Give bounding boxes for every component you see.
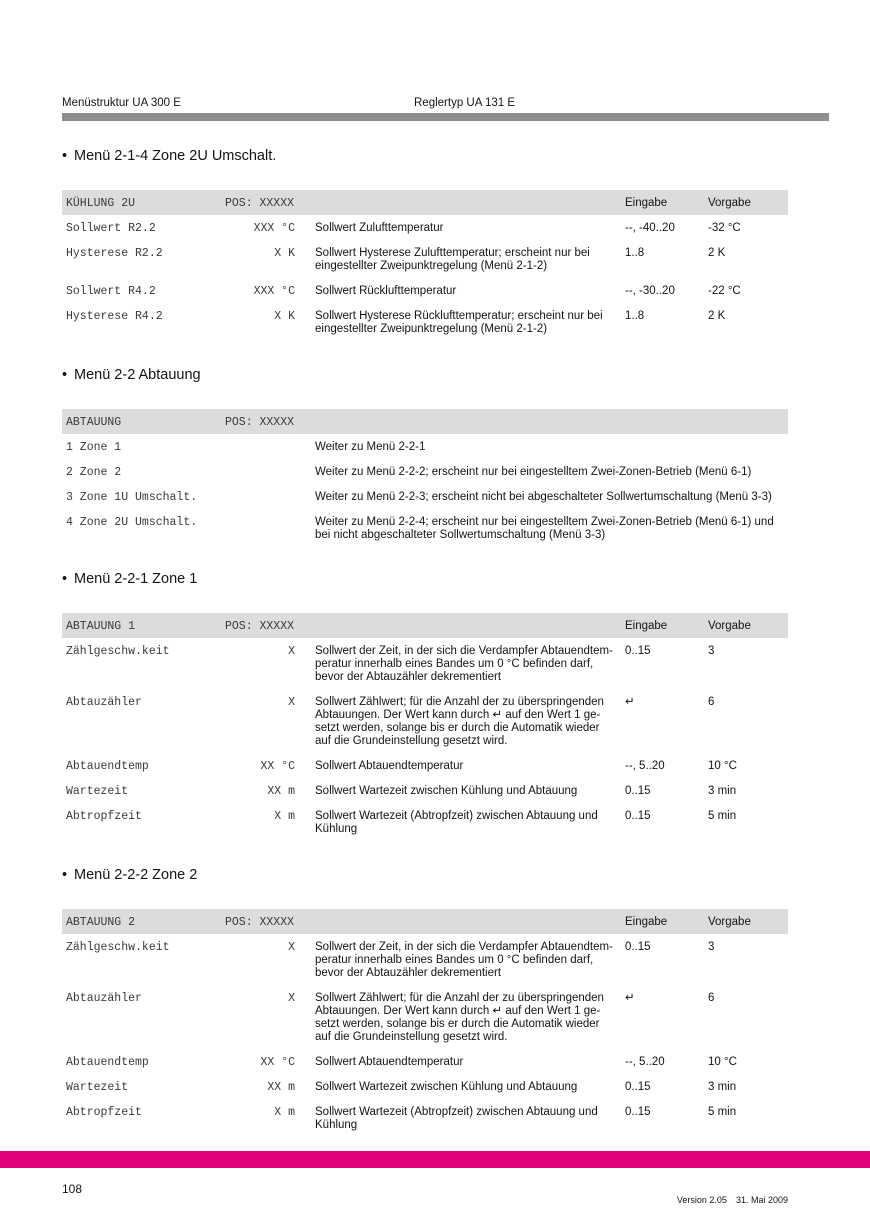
input-range: ↵ (625, 992, 635, 1004)
parameter-name: 1 Zone 1 (66, 441, 122, 454)
bullet-icon: • (62, 148, 68, 164)
parameter-description: Sollwert Abtauendtemperatur (315, 760, 464, 772)
section-title: Menü 2-2 Abtauung (74, 367, 201, 383)
default-value: 3 (708, 645, 715, 657)
parameter-name: Abtauendtemp (66, 1056, 149, 1069)
parameter-description: Sollwert Zählwert; für die Anzahl der zu überspringenden Abtauungen. Der Wert kann durch ↵ auf den Wert 1 ge- setzt werden, solange bis er durch die Automatik wieder auf die Grundeinstellung gesetzt wird. (315, 696, 604, 747)
parameter-name: 3 Zone 1U Umschalt. (66, 491, 198, 504)
parameter-description: Sollwert der Zeit, in der sich die Verdampfer Abtauendtem- peratur innerhalb eines Bandes um 0 °C befinden darf, bevor der Abtauzähler dekrementiert (315, 941, 613, 979)
table-row (62, 1074, 788, 1099)
input-range: 0..15 (625, 810, 651, 822)
input-range: 0..15 (625, 1106, 651, 1118)
parameter-description: Sollwert der Zeit, in der sich die Verdampfer Abtauendtem- peratur innerhalb eines Bandes um 0 °C befinden darf, bevor der Abtauzähler dekrementiert (315, 645, 613, 683)
table-row (62, 985, 788, 1049)
default-value: 3 (708, 941, 715, 953)
parameter-description: Sollwert Wartezeit zwischen Kühlung und Abtauung (315, 785, 578, 797)
parameter-name: Abtropfzeit (66, 810, 142, 823)
parameter-unit: X m (274, 810, 295, 823)
parameter-description: Weiter zu Menü 2-2-3; erscheint nicht bei abgeschalteter Sollwertumschaltung (Menü 3-3) (315, 491, 772, 503)
table-row (62, 303, 788, 341)
table-row (62, 778, 788, 803)
parameter-description: Weiter zu Menü 2-2-4; erscheint nur bei eingestelltem Zwei-Zonen-Betrieb (Menü 6-1) und bei nicht abgeschalteter Sollwertumschaltung (Menü 3-3) (315, 516, 774, 541)
parameter-description: Sollwert Hysterese Zulufttemperatur; erscheint nur bei eingestellter Zweipunktregelung (Menü 2-1-2) (315, 247, 590, 272)
section-menu-2-2-2 (62, 866, 788, 1137)
parameter-description: Sollwert Zulufttemperatur (315, 222, 444, 234)
input-range: --, -40..20 (625, 222, 675, 234)
parameter-name: 4 Zone 2U Umschalt. (66, 516, 198, 529)
parameter-unit: XX m (267, 1081, 295, 1094)
parameter-unit: XX °C (260, 1056, 295, 1069)
default-value: 10 °C (708, 1056, 737, 1068)
menu-title: ABTAUUNG 1 (66, 620, 136, 633)
table-row (62, 689, 788, 753)
controller-type: Reglertyp UA 131 E (414, 97, 516, 109)
footer-accent-bar (0, 1151, 870, 1168)
section-heading (62, 866, 788, 884)
parameter-name: Zählgeschw.keit (66, 941, 170, 954)
bullet-icon: • (62, 867, 68, 883)
parameter-unit: X K (274, 310, 295, 323)
table-header-row (62, 409, 788, 434)
section-heading (62, 147, 788, 165)
section-title: Menü 2-1-4 Zone 2U Umschalt. (74, 148, 277, 164)
parameter-description: Sollwert Wartezeit zwischen Kühlung und Abtauung (315, 1081, 578, 1093)
table-row (62, 1099, 788, 1137)
table-header-row (62, 190, 788, 215)
column-header-vorgabe: Vorgabe (708, 916, 751, 928)
section-heading (62, 366, 788, 384)
column-header-eingabe: Eingabe (625, 916, 668, 928)
section-title: Menü 2-2-1 Zone 1 (74, 571, 198, 587)
input-range: --, 5..20 (625, 1056, 665, 1068)
table-row (62, 484, 788, 509)
parameter-name: Abtauzähler (66, 992, 142, 1005)
section-menu-2-2 (62, 366, 788, 547)
default-value: 5 min (708, 810, 737, 822)
parameter-name: Abtauzähler (66, 696, 142, 709)
version-info (672, 1182, 788, 1206)
parameter-name: Wartezeit (66, 1081, 129, 1094)
parameter-table (62, 613, 788, 841)
table-row (62, 459, 788, 484)
parameter-table (62, 190, 788, 341)
parameter-unit: X m (274, 1106, 295, 1119)
parameter-name: Zählgeschw.keit (66, 645, 170, 658)
section-title: Menü 2-2-2 Zone 2 (74, 867, 198, 883)
default-value: 10 °C (708, 760, 737, 772)
parameter-description: Sollwert Abtauendtemperatur (315, 1056, 464, 1068)
parameter-unit: X (288, 645, 295, 658)
position-label: POS: XXXXX (225, 197, 295, 210)
default-value: 3 min (708, 785, 737, 797)
input-range: 0..15 (625, 785, 651, 797)
parameter-unit: XXX °C (253, 222, 295, 235)
table-row (62, 934, 788, 985)
default-value: -32 °C (708, 222, 741, 234)
default-value: 6 (708, 992, 715, 1004)
page-header (62, 96, 828, 110)
column-header-eingabe: Eingabe (625, 197, 668, 209)
table-row (62, 638, 788, 689)
parameter-description: Sollwert Rücklufttemperatur (315, 285, 457, 297)
input-range: 1..8 (625, 247, 645, 259)
table-row (62, 753, 788, 778)
table-row (62, 1049, 788, 1074)
section-heading (62, 570, 788, 588)
position-label: POS: XXXXX (225, 916, 295, 929)
parameter-name: Sollwert R4.2 (66, 285, 156, 298)
parameter-name: Sollwert R2.2 (66, 222, 156, 235)
bullet-icon: • (62, 367, 68, 383)
parameter-description: Sollwert Hysterese Rücklufttemperatur; erscheint nur bei eingestellter Zweipunktregelung (Menü 2-1-2) (315, 310, 603, 335)
parameter-unit: XX °C (260, 760, 295, 773)
menu-title: ABTAUUNG (66, 416, 122, 429)
page-number: 108 (62, 1182, 83, 1196)
input-range: 0..15 (625, 645, 651, 657)
default-value: 6 (708, 696, 715, 708)
version-label: Version 2.05 (676, 1195, 727, 1205)
default-value: 2 K (708, 310, 726, 322)
parameter-unit: X (288, 992, 295, 1005)
section-menu-2-2-1 (62, 570, 788, 841)
submenu-table (62, 409, 788, 547)
parameter-description: Sollwert Wartezeit (Abtropfzeit) zwischen Abtauung und Kühlung (315, 810, 598, 835)
parameter-name: Hysterese R4.2 (66, 310, 163, 323)
input-range: --, 5..20 (625, 760, 665, 772)
table-row (62, 509, 788, 547)
input-range: ↵ (625, 696, 635, 708)
parameter-name: Hysterese R2.2 (66, 247, 163, 260)
parameter-name: Abtropfzeit (66, 1106, 142, 1119)
table-row (62, 278, 788, 303)
table-row (62, 215, 788, 240)
input-range: 0..15 (625, 941, 651, 953)
bullet-icon: • (62, 571, 68, 587)
table-row (62, 240, 788, 278)
column-header-vorgabe: Vorgabe (708, 620, 751, 632)
column-header-vorgabe: Vorgabe (708, 197, 751, 209)
input-range: --, -30..20 (625, 285, 675, 297)
position-label: POS: XXXXX (225, 416, 295, 429)
parameter-description: Sollwert Wartezeit (Abtropfzeit) zwischen Abtauung und Kühlung (315, 1106, 598, 1131)
parameter-table (62, 909, 788, 1137)
table-header-row (62, 613, 788, 638)
section-menu-2-1-4 (62, 147, 788, 341)
default-value: -22 °C (708, 285, 741, 297)
table-header-row (62, 909, 788, 934)
document-title: Menüstruktur UA 300 E (62, 97, 181, 109)
parameter-unit: X (288, 696, 295, 709)
position-label: POS: XXXXX (225, 620, 295, 633)
parameter-description: Weiter zu Menü 2-2-2; erscheint nur bei eingestelltem Zwei-Zonen-Betrieb (Menü 6-1) (315, 466, 752, 478)
table-row (62, 434, 788, 459)
default-value: 3 min (708, 1081, 737, 1093)
input-range: 1..8 (625, 310, 645, 322)
parameter-unit: XXX °C (253, 285, 295, 298)
parameter-description: Weiter zu Menü 2-2-1 (315, 441, 426, 453)
menu-title: KÜHLUNG 2U (66, 197, 136, 210)
release-date: 31. Mai 2009 (735, 1195, 788, 1205)
parameter-description: Sollwert Zählwert; für die Anzahl der zu überspringenden Abtauungen. Der Wert kann durch ↵ auf den Wert 1 ge- setzt werden, solange bis er durch die Automatik wieder auf die Grundeinstellung gesetzt wird. (315, 992, 604, 1043)
default-value: 2 K (708, 247, 726, 259)
parameter-name: Abtauendtemp (66, 760, 149, 773)
default-value: 5 min (708, 1106, 737, 1118)
header-divider-bar (62, 113, 829, 121)
parameter-unit: XX m (267, 785, 295, 798)
parameter-unit: X K (274, 247, 295, 260)
menu-title: ABTAUUNG 2 (66, 916, 136, 929)
parameter-name: 2 Zone 2 (66, 466, 122, 479)
input-range: 0..15 (625, 1081, 651, 1093)
parameter-unit: X (288, 941, 295, 954)
column-header-eingabe: Eingabe (625, 620, 668, 632)
parameter-name: Wartezeit (66, 785, 129, 798)
table-row (62, 803, 788, 841)
